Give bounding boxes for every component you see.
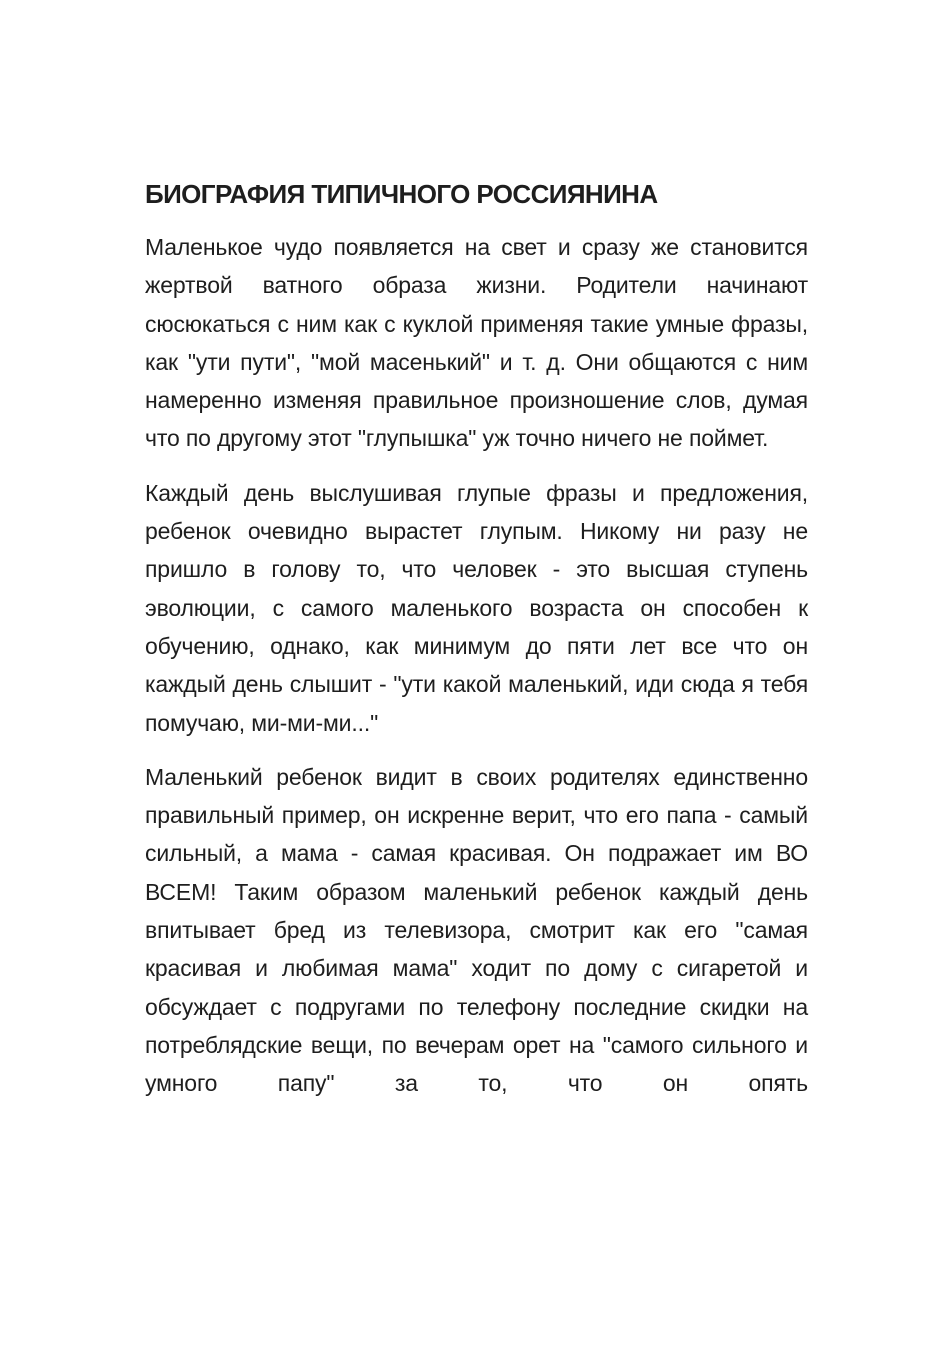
document-page [145,170,808,1103]
paragraph-1: Маленькое чудо появляется на свет и сразу же становится жертвой ватного образа жизни. Родители начинают сюсюкаться с ним как с куклой применяя такие умные фразы, как "ути пути", "мой масенький" и т. д. Они общаются с ним намеренно изменяя правильное произношение слов, думая что по другому этот "глупышка" уж точно ничего не поймет. [145,234,808,452]
paragraph-3: Маленький ребенок видит в своих родителях единственно правильный пример, он искренне верит, что его папа - самый сильный, а мама - самая красивая. Он подражает им ВО ВСЕМ! Таким образом маленький ребенок каждый день впитывает бред из телевизора, смотрит как его "самая красивая и любимая мама" ходит по дому с сигаретой и обсуждает с подругами по телефону последние скидки на потреблядские вещи, по вечерам орет на "самого сильного и умного папу" за то, что он опять [145,763,808,1097]
paragraph-2: Каждый день выслушивая глупые фразы и предложения, ребенок очевидно вырастет глупым. Никому ни разу не пришло в голову то, что человек - это высшая ступень эволюции, с самого маленького возраста он способен к обучению, однако, как минимум до пяти лет все что он каждый день слышит - "ути какой маленький, иди сюда я тебя помучаю, ми-ми-ми..." [145,479,808,736]
document-title: БИОГРАФИЯ ТИПИЧНОГО РОССИЯНИНА [145,179,658,209]
